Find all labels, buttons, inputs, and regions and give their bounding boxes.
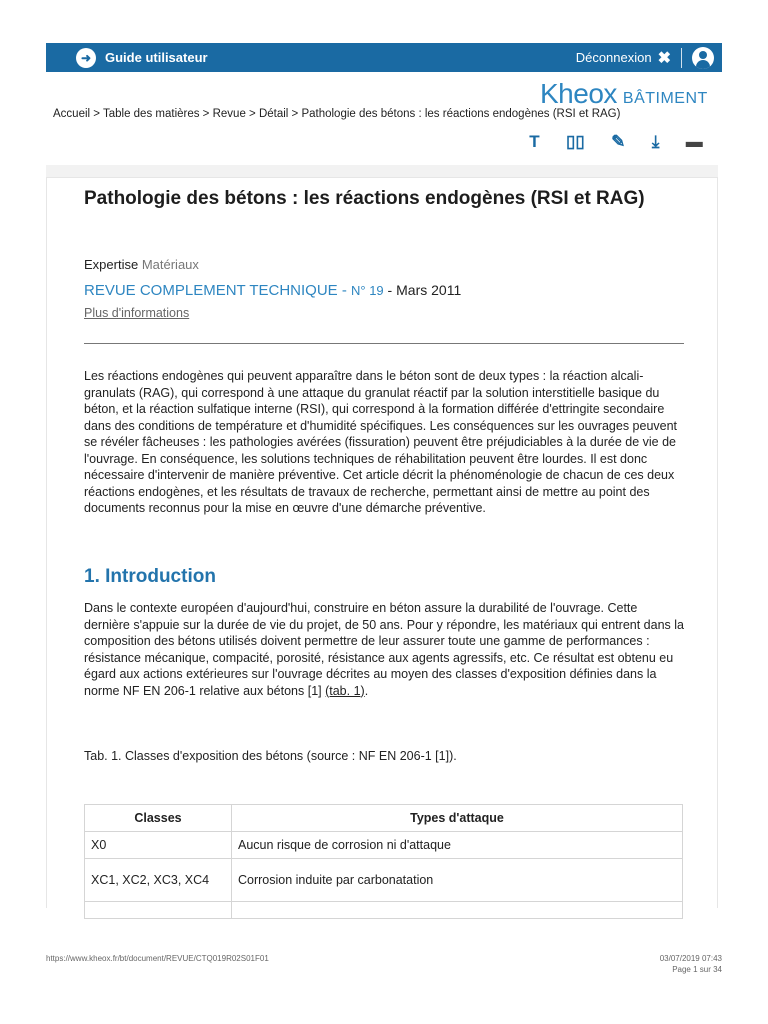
print-icon[interactable]: ▬ <box>685 132 703 151</box>
table-row <box>85 859 683 902</box>
guide-label: Guide utilisateur <box>105 50 208 65</box>
revue-date: Mars 2011 <box>396 282 462 298</box>
table-header-row <box>85 805 683 832</box>
revue-separator: - <box>337 282 351 299</box>
user-icon[interactable] <box>692 47 714 69</box>
table-cell: Aucun risque de corrosion ni d'attaque <box>232 832 683 859</box>
table-header-cell: Classes <box>85 805 232 832</box>
revue-name-link[interactable]: REVUE COMPLEMENT TECHNIQUE <box>84 282 338 299</box>
top-bar <box>46 43 722 72</box>
table-row <box>85 832 683 859</box>
close-icon[interactable]: ✖ <box>657 49 671 67</box>
exposure-classes-table <box>84 804 683 919</box>
notes-icon[interactable]: ✎ <box>611 132 626 151</box>
footer-datetime: 03/07/2019 07:43 <box>659 954 722 963</box>
logout-link[interactable]: Déconnexion <box>575 50 652 65</box>
logo-text: Kheox <box>540 78 617 109</box>
article-title: Pathologie des bétons : les réactions endogènes (RSI et RAG) <box>84 188 645 209</box>
document-toolbar <box>516 126 716 158</box>
kheox-logo[interactable] <box>540 80 708 108</box>
download-icon[interactable]: ⤓ <box>651 132 660 151</box>
divider-line <box>84 343 684 344</box>
intro-end: . <box>364 683 369 698</box>
guide-utilisateur-link[interactable] <box>76 48 208 68</box>
table-cell: XC1, XC2, XC3, XC4 <box>85 859 232 902</box>
table-cell: Corrosion induite par carbonatation <box>232 859 683 902</box>
revue-number-link[interactable]: N° 19 <box>351 283 384 298</box>
expertise-value[interactable]: Matériaux <box>141 257 199 272</box>
expertise-line <box>84 257 199 272</box>
intro-paragraph <box>84 600 684 699</box>
revue-separator-2: - <box>383 282 397 298</box>
table-caption: Tab. 1. Classes d'exposition des bétons (source : NF EN 206-1 [1]). <box>84 749 457 763</box>
divider <box>681 48 682 68</box>
section-heading: 1. Introduction <box>84 566 216 587</box>
more-info-link[interactable]: Plus d'informations <box>84 306 190 320</box>
breadcrumb[interactable]: Accueil > Table des matières > Revue > Détail > Pathologie des bétons : les réactions endogènes (RSI et RAG) <box>53 108 621 120</box>
table-cell <box>232 902 683 919</box>
logo-product: BÂTIMENT <box>622 90 708 107</box>
intro-text: Dans le contexte européen d'aujourd'hui, construire en béton assure la durabilité de l'ouvrage. Cette dernière s'appuie sur la durée de vie du projet, de 50 ans. Pour y répondre, les matériaux qui entrent dans la composition des bétons utilisés doivent permettre de leur assurer toute une gamme de performances : résistance mécanique, compacité, porosité, résistance aux agents agressifs, etc. Ce résultat est obtenu eu égard aux actions extérieures sur l'ouvrage décrites au moyen des classes d'exposition définies dans la norme NF EN 206-1 relative aux bétons [1] <box>84 601 684 698</box>
table-cell <box>85 902 232 919</box>
footer-page: Page 1 sur 34 <box>672 965 722 974</box>
guide-icon: ➜ <box>76 48 96 68</box>
text-size-icon[interactable]: T <box>529 132 540 151</box>
footer-url: https://www.kheox.fr/bt/document/REVUE/CTQ019R02S01F01 <box>46 954 269 963</box>
table-ref-link[interactable]: (tab. 1) <box>325 683 365 698</box>
revue-line <box>84 282 461 299</box>
panel-header-strip <box>46 165 718 177</box>
compare-icon[interactable]: ▯▯ <box>566 132 585 151</box>
table-header-cell: Types d'attaque <box>232 805 683 832</box>
table-cell: X0 <box>85 832 232 859</box>
abstract-paragraph: Les réactions endogènes qui peuvent apparaître dans le béton sont de deux types : la réaction alcali-granulats (RAG), qui correspond à une attaque du granulat réactif par la solution interstitielle basique du béton, et la réaction sulfatique interne (RSI), qui correspond à la formation différée d'ettringite secondaire dans des conditions de température et d'humidité spécifiques. Les conséquences sur les ouvrages peuvent se révéler fâcheuses : les pathologies avérées (fissuration) peuvent être préjudiciables à la durée de vie de l'ouvrage. En conséquence, les solutions techniques de réhabilitation peuvent être lourdes. Il est donc nécessaire d'intervenir de manière préventive. Cet article décrit la phénoménologie de chacun de ces deux réactions endogènes, et les résultats de travaux de recherche, permettant ainsi de mettre au point des documents reconnus pour la mise en œuvre d'une démarche préventive. <box>84 369 678 515</box>
table-row <box>85 902 683 919</box>
expertise-label: Expertise <box>84 257 139 272</box>
